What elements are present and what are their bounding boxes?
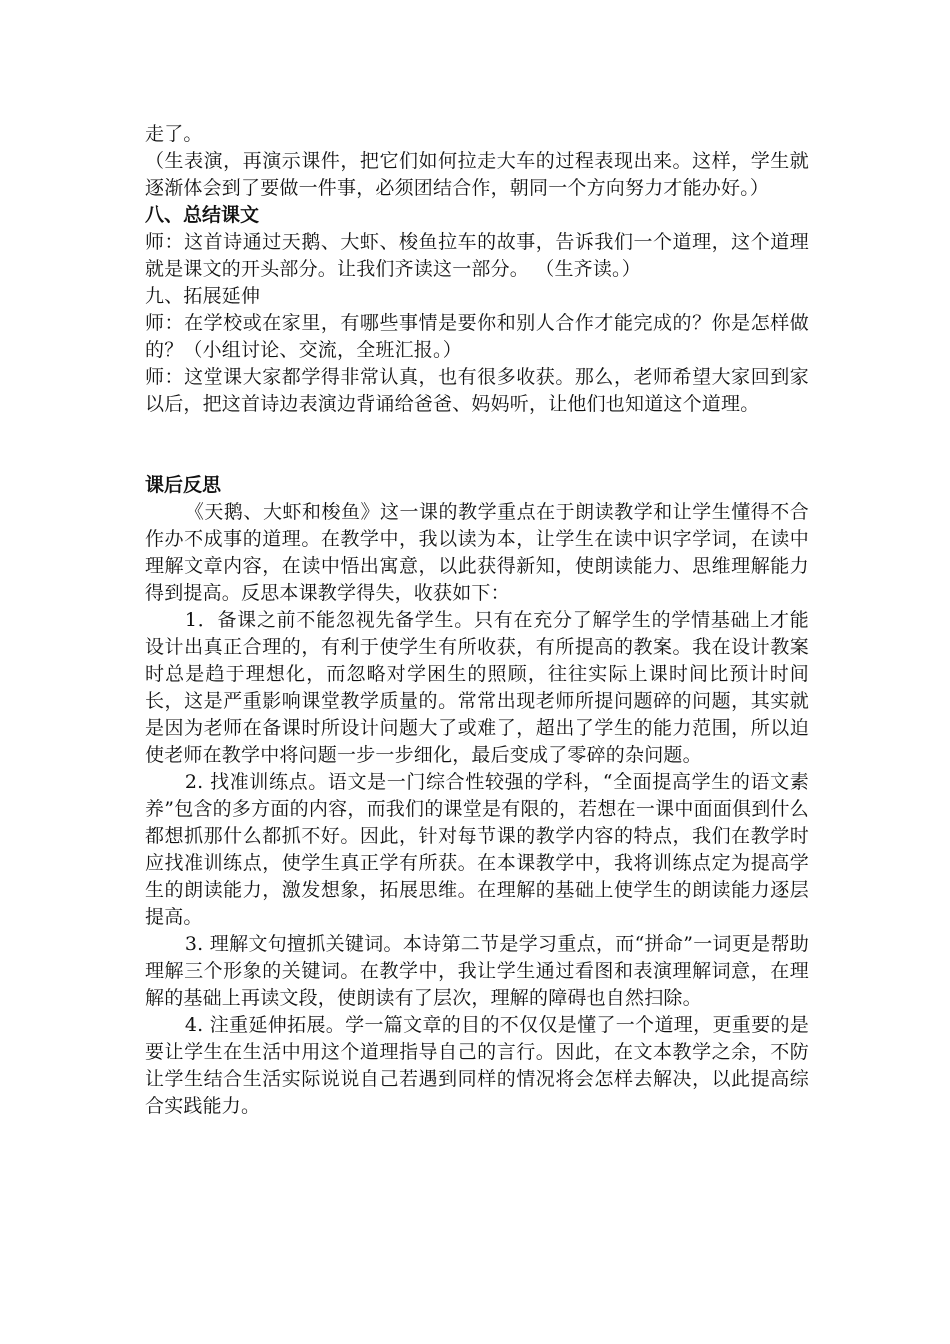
reflection-title: 课后反思 [145,474,222,496]
reflection-point-1: 1．备课之前不能忽视先备学生。只有在充分了解学生的学情基础上才能设计出真正合理的，有利于使学生有所收获，有所提高的教案。我在设计教案时总是趋于理想化，而忽略对学困生的照顾，往往实际上课时间比预计时间长，这是严重影响课堂教学质量的。常常出现老师所提问题碎的问题，其实就是因为老师在备课时所设计问题大了或难了，超出了学生的能力范围，所以迫使老师在教学中将问题一步一步细化，最后变成了零碎的杂问题。 [145,609,809,766]
lesson-paragraph-perform: （生表演，再演示课件，把它们如何拉走大车的过程表现出来。这样，学生就逐渐体会到了要做一件事，必须团结合作，朝同一个方向努力才能办好。） [145,150,809,199]
reflection-intro: 《天鹅、大虾和梭鱼》这一课的教学重点在于朗读教学和让学生懂得不合作办不成事的道理。在教学中，我以读为本，让学生在读中识字学词，在读中理解文章内容，在读中悟出寓意，以此获得新知，使朗读能力、思维理解能力得到提高。反思本课教学得失，收获如下： [145,501,809,604]
section8-text: 师：这首诗通过天鹅、大虾、梭鱼拉车的故事，告诉我们一个道理，这个道理就是课文的开头部分。让我们齐读这一部分。 （生齐读。） [145,231,809,280]
section-spacer [145,418,809,472]
section9-text-1: 师：在学校或在家里，有哪些事情是要你和别人合作才能完成的？你是怎样做的？（小组讨论、交流，全班汇报。） [145,312,809,361]
document-page [145,121,809,1120]
section9-text-2: 师：这堂课大家都学得非常认真，也有很多收获。那么，老师希望大家回到家以后，把这首诗边表演边背诵给爸爸、妈妈听，让他们也知道这个道理。 [145,366,809,415]
section9-title: 九、拓展延伸 [145,285,261,307]
reflection-point-4: 4. 注重延伸拓展。学一篇文章的目的不仅仅是懂了一个道理，更重要的是要让学生在生活中用这个道理指导自己的言行。因此，在文本教学之余，不防让学生结合生活实际说说自己若遇到同样的情况将会怎样去解决，以此提高综合实践能力。 [145,1014,809,1117]
lesson-paragraph-end: 走了。 [145,123,203,145]
reflection-point-3: 3. 理解文句擅抓关键词。本诗第二节是学习重点，而“拼命”一词更是帮助理解三个形象的关键词。在教学中，我让学生通过看图和表演理解词意，在理解的基础上再读文段，使朗读有了层次，理解的障碍也自然扫除。 [145,933,809,1009]
reflection-point-2: 2. 找准训练点。语文是一门综合性较强的学科，“全面提高学生的语文素养”包含的多方面的内容，而我们的课堂是有限的，若想在一课中面面俱到什么都想抓那什么都抓不好。因此，针对每节课的教学内容的特点，我们在教学时应找准训练点，使学生真正学有所获。在本课教学中，我将训练点定为提高学生的朗读能力，激发想象，拓展思维。在理解的基础上使学生的朗读能力逐层提高。 [145,771,809,928]
section8-title: 八、总结课文 [145,204,260,226]
